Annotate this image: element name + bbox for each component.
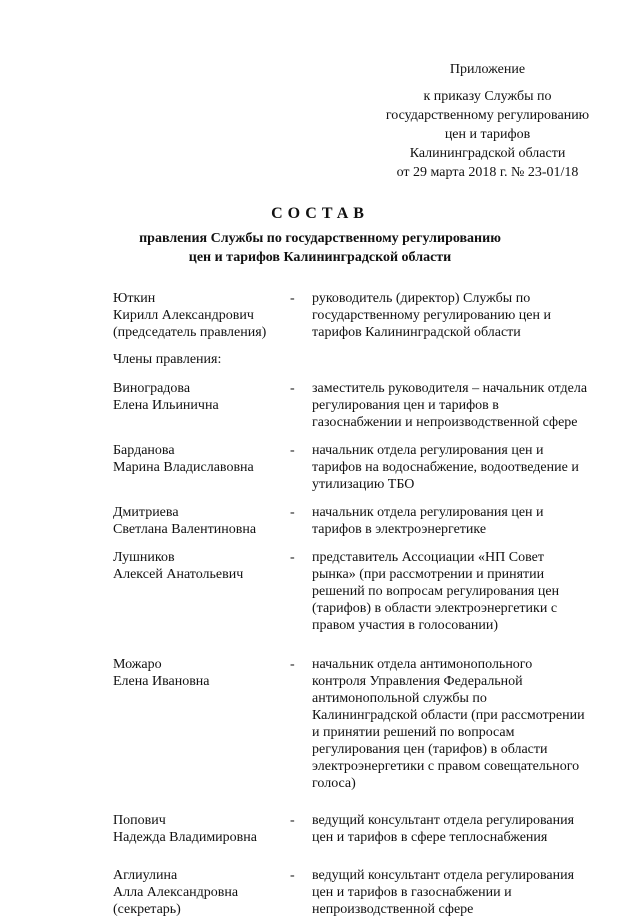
- role-line: начальник отдела антимонопольного: [312, 657, 533, 672]
- member-row-chair: [113, 290, 603, 341]
- role-line: правом участия в голосовании): [312, 618, 498, 633]
- member-name: [113, 867, 290, 918]
- role-line: непроизводственной сфере: [312, 902, 474, 917]
- role-line: цен и тарифов в газоснабжении и: [312, 885, 512, 900]
- member-row: [113, 442, 603, 493]
- heading-title: СОСТАВ: [271, 205, 369, 222]
- name-line: Барданова: [113, 443, 175, 458]
- document-heading: [100, 205, 540, 267]
- member-row: [113, 656, 603, 792]
- role-line: ведущий консультант отдела регулирования: [312, 813, 575, 828]
- name-line: Елена Ильинична: [113, 398, 219, 413]
- members-list: [113, 290, 603, 918]
- name-line: Виноградова: [113, 381, 191, 396]
- member-role: [312, 442, 603, 493]
- role-line: Калининградской области (при рассмотрении: [312, 708, 585, 723]
- member-row: [113, 380, 603, 431]
- member-name: [113, 290, 290, 341]
- role-line: государственному регулированию цен и: [312, 308, 551, 323]
- name-line: Светлана Валентиновна: [113, 522, 257, 537]
- name-line: Марина Владиславовна: [113, 460, 254, 475]
- role-line: электроэнергетики с правом совещательного: [312, 759, 580, 774]
- appendix-line: от 29 марта 2018 г. № 23-01/18: [396, 165, 579, 180]
- appendix-line: Калининградской области: [409, 146, 566, 161]
- member-name: [113, 504, 290, 538]
- role-line: регулирования цен (тарифов) в области: [312, 742, 548, 757]
- role-line: тарифов на водоснабжение, водоотведение и: [312, 460, 579, 475]
- role-line: ведущий консультант отдела регулирования: [312, 868, 575, 883]
- member-row: [113, 867, 603, 918]
- role-line: цен и тарифов в сфере теплоснабжения: [312, 830, 548, 845]
- role-line: представитель Ассоциации «НП Совет: [312, 550, 544, 565]
- name-line: (секретарь): [113, 902, 181, 917]
- name-line: Елена Ивановна: [113, 674, 210, 689]
- member-role: [312, 290, 603, 341]
- heading-subtitle-line: цен и тарифов Калининградской области: [188, 250, 452, 265]
- appendix-title: Приложение: [449, 62, 526, 77]
- role-line: голоса): [312, 776, 356, 791]
- dash-separator: -: [290, 550, 295, 565]
- role-line: и принятии решений по вопросам: [312, 725, 515, 740]
- name-line: (председатель правления): [113, 325, 267, 340]
- role-line: рынка» (при рассмотрении и принятии: [312, 567, 545, 582]
- member-name: [113, 812, 290, 846]
- appendix-line: цен и тарифов: [444, 127, 531, 142]
- name-line: Дмитриева: [113, 505, 179, 520]
- member-role: [312, 867, 603, 918]
- role-line: регулирования цен и тарифов в: [312, 398, 499, 413]
- dash-separator: -: [290, 657, 295, 672]
- member-role: [312, 812, 603, 846]
- role-line: решений по вопросам регулирования цен: [312, 584, 560, 599]
- member-role: [312, 549, 603, 634]
- member-name: [113, 380, 290, 431]
- name-line: Алла Александровна: [113, 885, 239, 900]
- role-line: руководитель (директор) Службы по: [312, 291, 531, 306]
- role-line: тарифов в электроэнергетике: [312, 522, 487, 537]
- role-line: заместитель руководителя – начальник отдела: [312, 381, 588, 396]
- dash-separator: -: [290, 443, 295, 458]
- member-name: [113, 442, 290, 493]
- member-role: [312, 380, 603, 431]
- name-line: Алексей Анатольевич: [113, 567, 244, 582]
- name-line: Юткин: [113, 291, 156, 306]
- role-line: тарифов Калининградской области: [312, 325, 521, 340]
- name-line: Можаро: [113, 657, 162, 672]
- role-line: (тарифов) в области электроэнергетики с: [312, 601, 558, 616]
- name-line: Кирилл Александрович: [113, 308, 254, 323]
- dash-separator: -: [290, 381, 295, 396]
- role-line: начальник отдела регулирования цен и: [312, 443, 544, 458]
- role-line: контроля Управления Федеральной: [312, 674, 523, 689]
- name-line: Надежда Владимировна: [113, 830, 257, 845]
- member-row: [113, 504, 603, 538]
- member-role: [312, 656, 603, 792]
- appendix-block: [360, 60, 615, 182]
- role-line: начальник отдела регулирования цен и: [312, 505, 544, 520]
- appendix-line: государственному регулированию: [385, 108, 590, 123]
- role-line: антимонопольной службы по: [312, 691, 487, 706]
- name-line: Лушников: [113, 550, 175, 565]
- name-line: Аглиулина: [113, 868, 178, 883]
- dash-separator: -: [290, 868, 295, 883]
- dash-separator: -: [290, 505, 295, 520]
- dash-separator: -: [290, 813, 295, 828]
- role-line: газоснабжении и непроизводственной сфере: [312, 415, 578, 430]
- name-line: Попович: [113, 813, 166, 828]
- dash-separator: -: [290, 291, 295, 306]
- appendix-line: к приказу Службы по: [423, 89, 552, 104]
- member-row: [113, 812, 603, 846]
- member-name: [113, 656, 290, 792]
- role-line: утилизацию ТБО: [312, 477, 415, 492]
- member-name: [113, 549, 290, 634]
- member-row: [113, 549, 603, 634]
- members-label: Члены правления:: [113, 352, 222, 367]
- heading-subtitle-line: правления Службы по государственному регулированию: [139, 231, 501, 246]
- member-role: [312, 504, 603, 538]
